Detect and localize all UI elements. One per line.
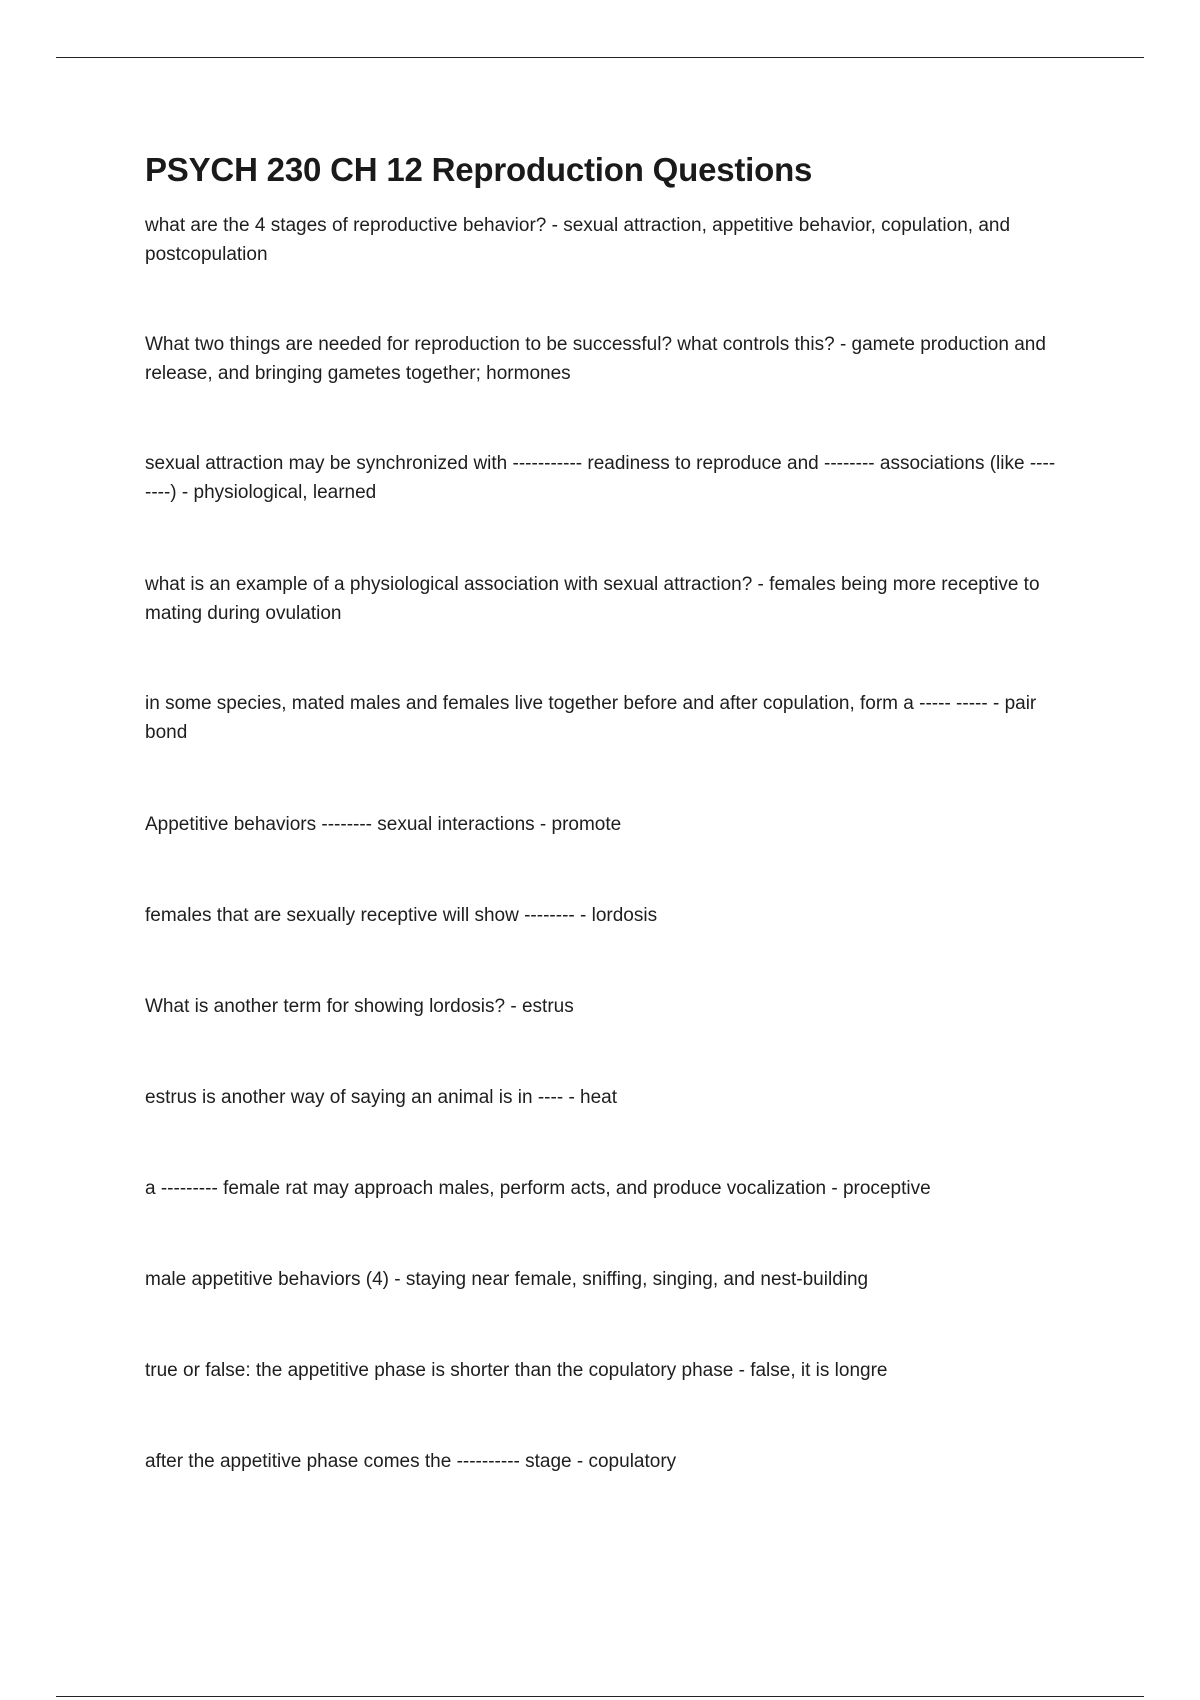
- bottom-divider: [56, 1696, 1144, 1697]
- question-item-3: sexual attraction may be synchronized with ----------- readiness to reproduce and -------- associations (like --------) - physiological, learned: [145, 453, 1056, 503]
- question-item-2: What two things are needed for reproduction to be successful? what controls this? - gamete production and release, and bringing gametes together; hormones: [145, 334, 1046, 384]
- document-title: PSYCH 230 CH 12 Reproduction Questions: [145, 151, 813, 188]
- question-item-9: estrus is another way of saying an animal is in ---- - heat: [145, 1087, 618, 1108]
- document-body: [145, 148, 1057, 1472]
- question-item-4: what is an example of a physiological association with sexual attraction? - females being more receptive to mating during ovulation: [145, 574, 1040, 624]
- question-item-12: true or false: the appetitive phase is shorter than the copulatory phase - false, it is longre: [145, 1360, 888, 1381]
- question-item-7: females that are sexually receptive will show -------- - lordosis: [145, 905, 658, 926]
- question-item-11: male appetitive behaviors (4) - staying near female, sniffing, singing, and nest-building: [145, 1269, 869, 1290]
- question-item-13: after the appetitive phase comes the ---------- stage - copulatory: [145, 1451, 677, 1472]
- question-item-1: what are the 4 stages of reproductive behavior? - sexual attraction, appetitive behavior, copulation, and postcopulation: [145, 215, 1011, 265]
- question-item-8: What is another term for showing lordosis? - estrus: [145, 996, 574, 1017]
- question-item-6: Appetitive behaviors -------- sexual interactions - promote: [145, 814, 622, 835]
- top-divider: [56, 57, 1144, 58]
- question-item-5: in some species, mated males and females live together before and after copulation, form a ----- ----- - pair bond: [145, 693, 1037, 743]
- question-item-10: a --------- female rat may approach males, perform acts, and produce vocalization - proceptive: [145, 1178, 931, 1199]
